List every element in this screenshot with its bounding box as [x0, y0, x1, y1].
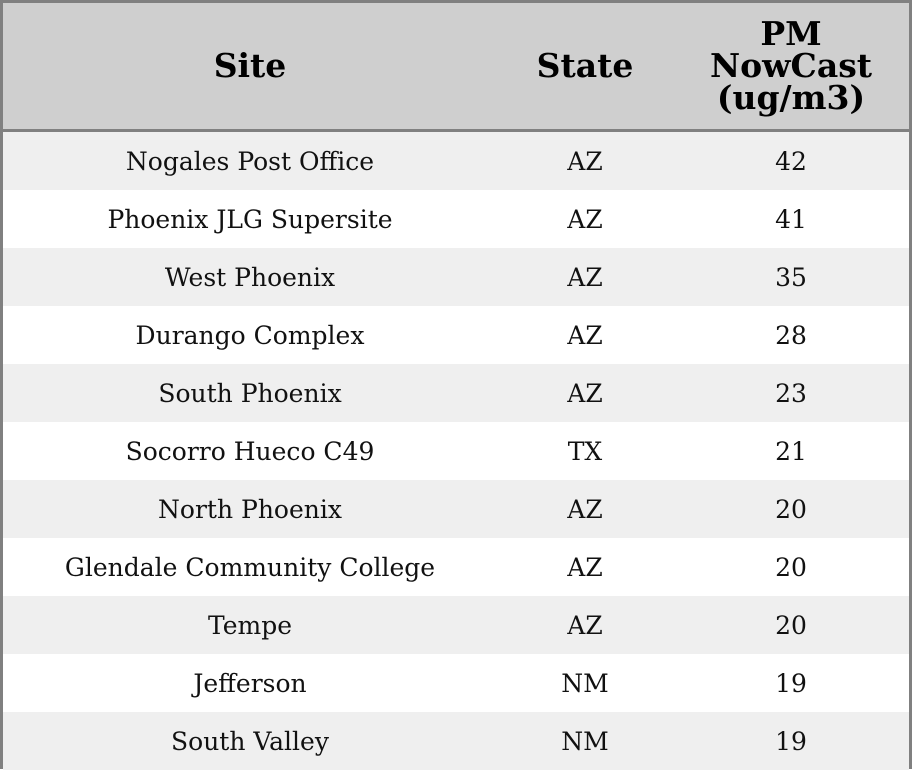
cell-pm-value: 35	[775, 262, 807, 292]
table-row	[3, 538, 909, 596]
cell-site: Nogales Post Office	[125, 146, 375, 176]
table-row	[3, 712, 909, 770]
cell-state: AZ	[567, 204, 603, 234]
header-state: State	[536, 46, 634, 85]
cell-pm-value: 20	[775, 494, 807, 524]
table-row	[3, 596, 909, 654]
cell-pm-value: 41	[775, 204, 807, 234]
cell-pm-value: 21	[775, 436, 807, 466]
cell-site: Tempe	[207, 610, 293, 640]
cell-state: NM	[561, 668, 609, 698]
cell-site: South Phoenix	[158, 378, 342, 408]
table-body	[3, 132, 909, 770]
cell-site: Durango Complex	[135, 320, 365, 350]
header-pm-line-2: NowCast	[709, 46, 873, 85]
header-pm-line-3: (ug/m3)	[716, 78, 866, 117]
cell-site: South Valley	[171, 726, 329, 756]
cell-pm-value: 23	[775, 378, 807, 408]
cell-state: AZ	[567, 146, 603, 176]
cell-state: AZ	[567, 262, 603, 292]
header-site: Site	[213, 46, 287, 85]
header-pm-nowcast	[673, 3, 909, 129]
table-row	[3, 422, 909, 480]
cell-state: AZ	[567, 494, 603, 524]
cell-pm-value: 19	[775, 668, 807, 698]
header-pm-line-1: PM	[760, 14, 822, 53]
cell-pm-value: 28	[775, 320, 807, 350]
table-row	[3, 132, 909, 190]
cell-pm-value: 19	[775, 726, 807, 756]
cell-site: Glendale Community College	[64, 552, 436, 582]
cell-state: NM	[561, 726, 609, 756]
cell-site: West Phoenix	[164, 262, 336, 292]
cell-site: Jefferson	[193, 668, 307, 698]
cell-pm-value: 42	[775, 146, 807, 176]
table-row	[3, 480, 909, 538]
table-row	[3, 190, 909, 248]
cell-pm-value: 20	[775, 610, 807, 640]
cell-state: AZ	[567, 610, 603, 640]
table-row	[3, 364, 909, 422]
table-row	[3, 654, 909, 712]
cell-pm-value: 20	[775, 552, 807, 582]
cell-state: AZ	[567, 320, 603, 350]
cell-state: AZ	[567, 552, 603, 582]
cell-state: TX	[567, 436, 603, 466]
cell-site: Socorro Hueco C49	[125, 436, 375, 466]
cell-site: North Phoenix	[158, 494, 342, 524]
table-header	[3, 3, 909, 132]
cell-site: Phoenix JLG Supersite	[107, 204, 393, 234]
table-row	[3, 248, 909, 306]
cell-state: AZ	[567, 378, 603, 408]
table-row	[3, 306, 909, 364]
